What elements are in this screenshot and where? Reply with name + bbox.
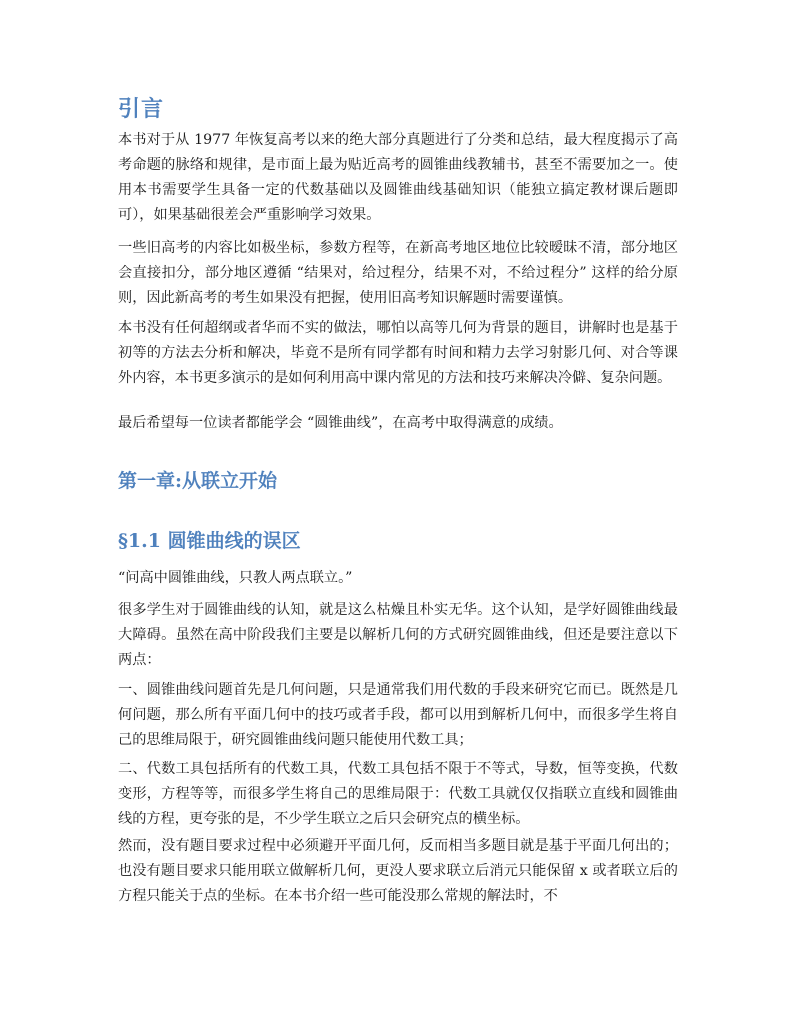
intro-paragraph-1: 本书对于从 1977 年恢复高考以来的绝大部分真题进行了分类和总结，最大程度揭示了高考命题的脉络和规律，是市面上最为贴近高考的圆锥曲线教辅书，甚至不需要加之一。使用本书需要学生具备一定的代数基础以及圆锥曲线基础知识（能独立搞定教材课后题即可），如果基础很差会严重影响学习效果。 [118, 132, 678, 223]
quote-paragraph: “问高中圆锥曲线，只教人两点联立。” [118, 570, 353, 586]
intro-paragraph-4: 最后希望每一位读者都能学会 “圆锥曲线”，在高考中取得满意的成绩。 [118, 415, 563, 431]
intro-paragraph-3: 本书没有任何超纲或者华而不实的做法，哪怕以高等几何为背景的题目，讲解时也是基于初等的方法去分析和解决，毕竟不是所有同学都有时间和精力去学习射影几何、对合等课外内容，本书更多演示的是如何利用高中课内常见的方法和技巧来解决冷僻、复杂问题。 [118, 320, 678, 386]
chapter-heading: 第一章:从联立开始 [118, 470, 278, 492]
section-paragraph-3: 然而，没有题目要求过程中必须避开平面几何，反而相当多题目就是基于平面几何出的；也没有题目要求只能用联立做解析几何，更没人要求联立后消元只能保留 x 或者联立后的方程只能关于点的坐标。在本书介绍一些可能没那么常规的解法时，不 [118, 838, 678, 904]
section-paragraph-1: 很多学生对于圆锥曲线的认知，就是这么枯燥且朴实无华。这个认知，是学好圆锥曲线最大障碍。虽然在高中阶段我们主要是以解析几何的方式研究圆锥曲线，但还是要注意以下两点： [118, 602, 678, 668]
intro-heading: 引言 [118, 96, 165, 122]
section-heading: §1.1 圆锥曲线的误区 [118, 530, 301, 552]
section-paragraph-point-1: 一、圆锥曲线问题首先是几何问题，只是通常我们用代数的手段来研究它而已。既然是几何问题，那么所有平面几何中的技巧或者手段，都可以用到解析几何中，而很多学生将自己的思维局限于，研究圆锥曲线问题只能使用代数工具； [118, 682, 678, 748]
intro-paragraph-2: 一些旧高考的内容比如极坐标，参数方程等，在新高考地区地位比较暧昧不清，部分地区会直接扣分，部分地区遵循 “结果对，给过程分，结果不对，不给过程分” 这样的给分原则，因此新高考的考生如果没有把握，使用旧高考知识解题时需要谨慎。 [118, 240, 678, 306]
section-paragraph-point-2: 二、代数工具包括所有的代数工具，代数工具包括不限于不等式，导数，恒等变换，代数变形，方程等等，而很多学生将自己的思维局限于：代数工具就仅仅指联立直线和圆锥曲线的方程，更夸张的是，不少学生联立之后只会研究点的横坐标。 [118, 761, 678, 827]
